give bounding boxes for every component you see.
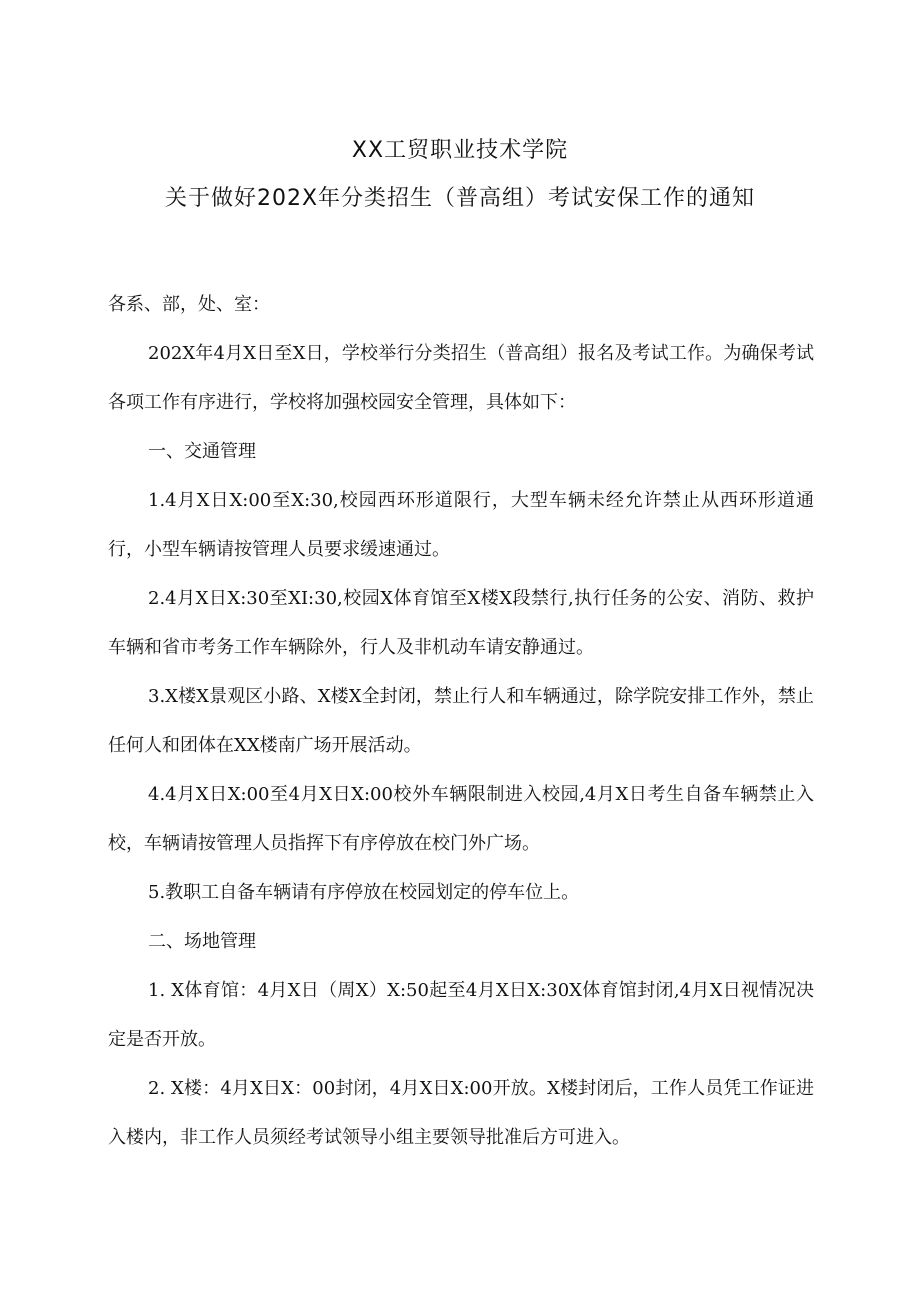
section-heading-traffic: 一、交通管理 xyxy=(148,441,256,462)
traffic-item-2: 2.4月X日X:30至XI:30,校园X体育馆至X楼X段禁行,执行任务的公安、消防、救护车辆和省市考务工作车辆除外，行人及非机动车请安静通过。 xyxy=(108,588,814,658)
section-heading-venue: 二、场地管理 xyxy=(148,931,256,952)
traffic-item-5: 5.教职工自备车辆请有序停放在校园划定的停车位上。 xyxy=(148,882,580,903)
salutation: 各系、部，处、室： xyxy=(108,294,270,315)
institution-title: XX工贸职业技术学院 xyxy=(351,138,569,163)
venue-item-1: 1. X体育馆：4月X日（周X）X:50起至4月X日X:30X体育馆封闭,4月X日视情况决定是否开放。 xyxy=(108,980,814,1050)
notice-title: 关于做好202X年分类招生（普高组）考试安保工作的通知 xyxy=(164,186,756,211)
paragraph-intro: 202X年4月X日至X日，学校举行分类招生（普高组）报名及考试工作。为确保考试各项工作有序进行，学校将加强校园安全管理，具体如下： xyxy=(108,343,814,413)
venue-item-2: 2. X楼：4月X日X：00封闭，4月X日X:00开放。X楼封闭后，工作人员凭工作证进入楼内，非工作人员须经考试领导小组主要领导批准后方可进入。 xyxy=(108,1078,814,1148)
traffic-item-4: 4.4月X日X:00至4月X日X:00校外车辆限制进入校园,4月X日考生自备车辆禁止入校，车辆请按管理人员指挥下有序停放在校门外广场。 xyxy=(108,784,814,854)
traffic-item-1: 1.4月X日X:00至X:30,校园西环形道限行，大型车辆未经允许禁止从西环形道通行，小型车辆请按管理人员要求缓速通过。 xyxy=(108,490,814,560)
traffic-item-3: 3.X楼X景观区小路、X楼X全封闭，禁止行人和车辆通过，除学院安排工作外，禁止任何人和团体在XX楼南广场开展活动。 xyxy=(108,686,814,756)
notice-body xyxy=(108,280,814,1162)
